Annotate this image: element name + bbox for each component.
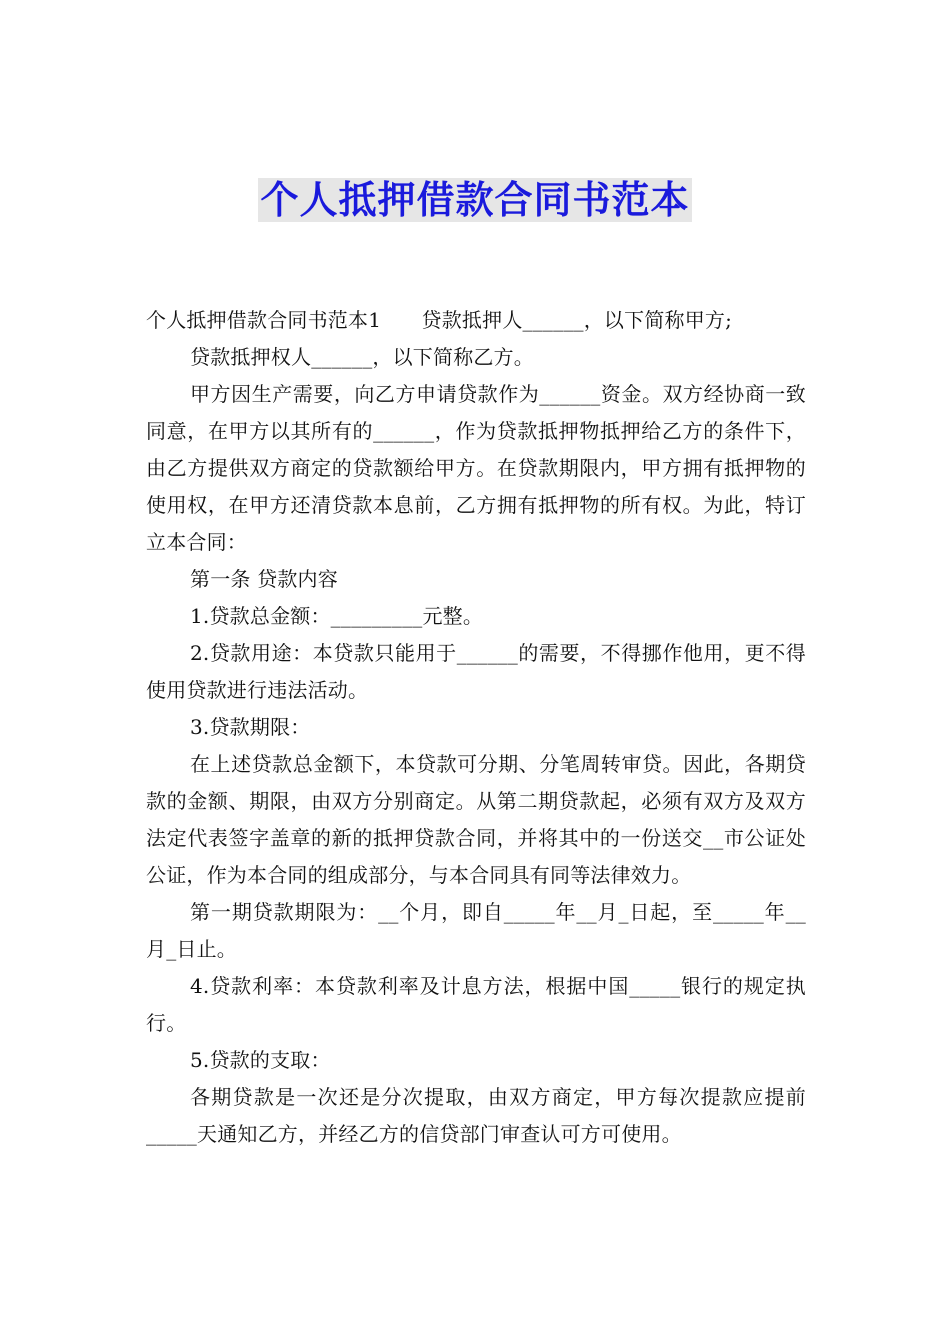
clause-interest-rate: 4.贷款利率：本贷款利率及计息方法，根据中国_____银行的规定执行。 <box>146 974 806 1035</box>
document-title: 个人抵押借款合同书范本 <box>260 178 690 222</box>
clause-withdrawal-heading: 5.贷款的支取： <box>190 1048 331 1072</box>
clause-loan-term-body: 在上述贷款总金额下，本贷款可分期、分笔周转审贷。因此，各期贷款的金额、期限，由双方分别商定。从第二期贷款起，必须有双方及双方法定代表签字盖章的新的抵押贷款合同，并将其中的一份送交__市公证处公证，作为本合同的组成部分，与本合同具有同等法律效力。 <box>146 752 806 887</box>
paragraph-purpose: 甲方因生产需要，向乙方申请贷款作为______资金。双方经协商一致同意，在甲方以其所有的______，作为贷款抵押物抵押给乙方的条件下，由乙方提供双方商定的贷款额给甲方。在贷款期限内，甲方拥有抵押物的使用权，在甲方还清贷款本息前，乙方拥有抵押物的所有权。为此，特订立本合同： <box>146 382 806 554</box>
article-one-heading: 第一条 贷款内容 <box>190 567 338 591</box>
clause-loan-use: 2.贷款用途：本贷款只能用于______的需要，不得挪作他用，更不得使用贷款进行违法活动。 <box>146 641 806 702</box>
paragraph-intro: 个人抵押借款合同书范本1 贷款抵押人______，以下简称甲方; <box>146 308 733 332</box>
paragraph-lender: 贷款抵押权人______，以下简称乙方。 <box>190 345 534 369</box>
document-body <box>146 302 806 1153</box>
clause-loan-term-heading: 3.贷款期限： <box>190 715 311 739</box>
clause-withdrawal-body: 各期贷款是一次还是分次提取，由双方商定，甲方每次提款应提前_____天通知乙方，并经乙方的信贷部门审查认可方可使用。 <box>146 1085 806 1146</box>
document-title-block <box>0 176 950 224</box>
clause-total-amount: 1.贷款总金额：_________元整。 <box>190 604 484 628</box>
clause-first-term: 第一期贷款期限为：__个月，即自_____年__月_日起，至_____年__月_日止。 <box>146 900 806 961</box>
